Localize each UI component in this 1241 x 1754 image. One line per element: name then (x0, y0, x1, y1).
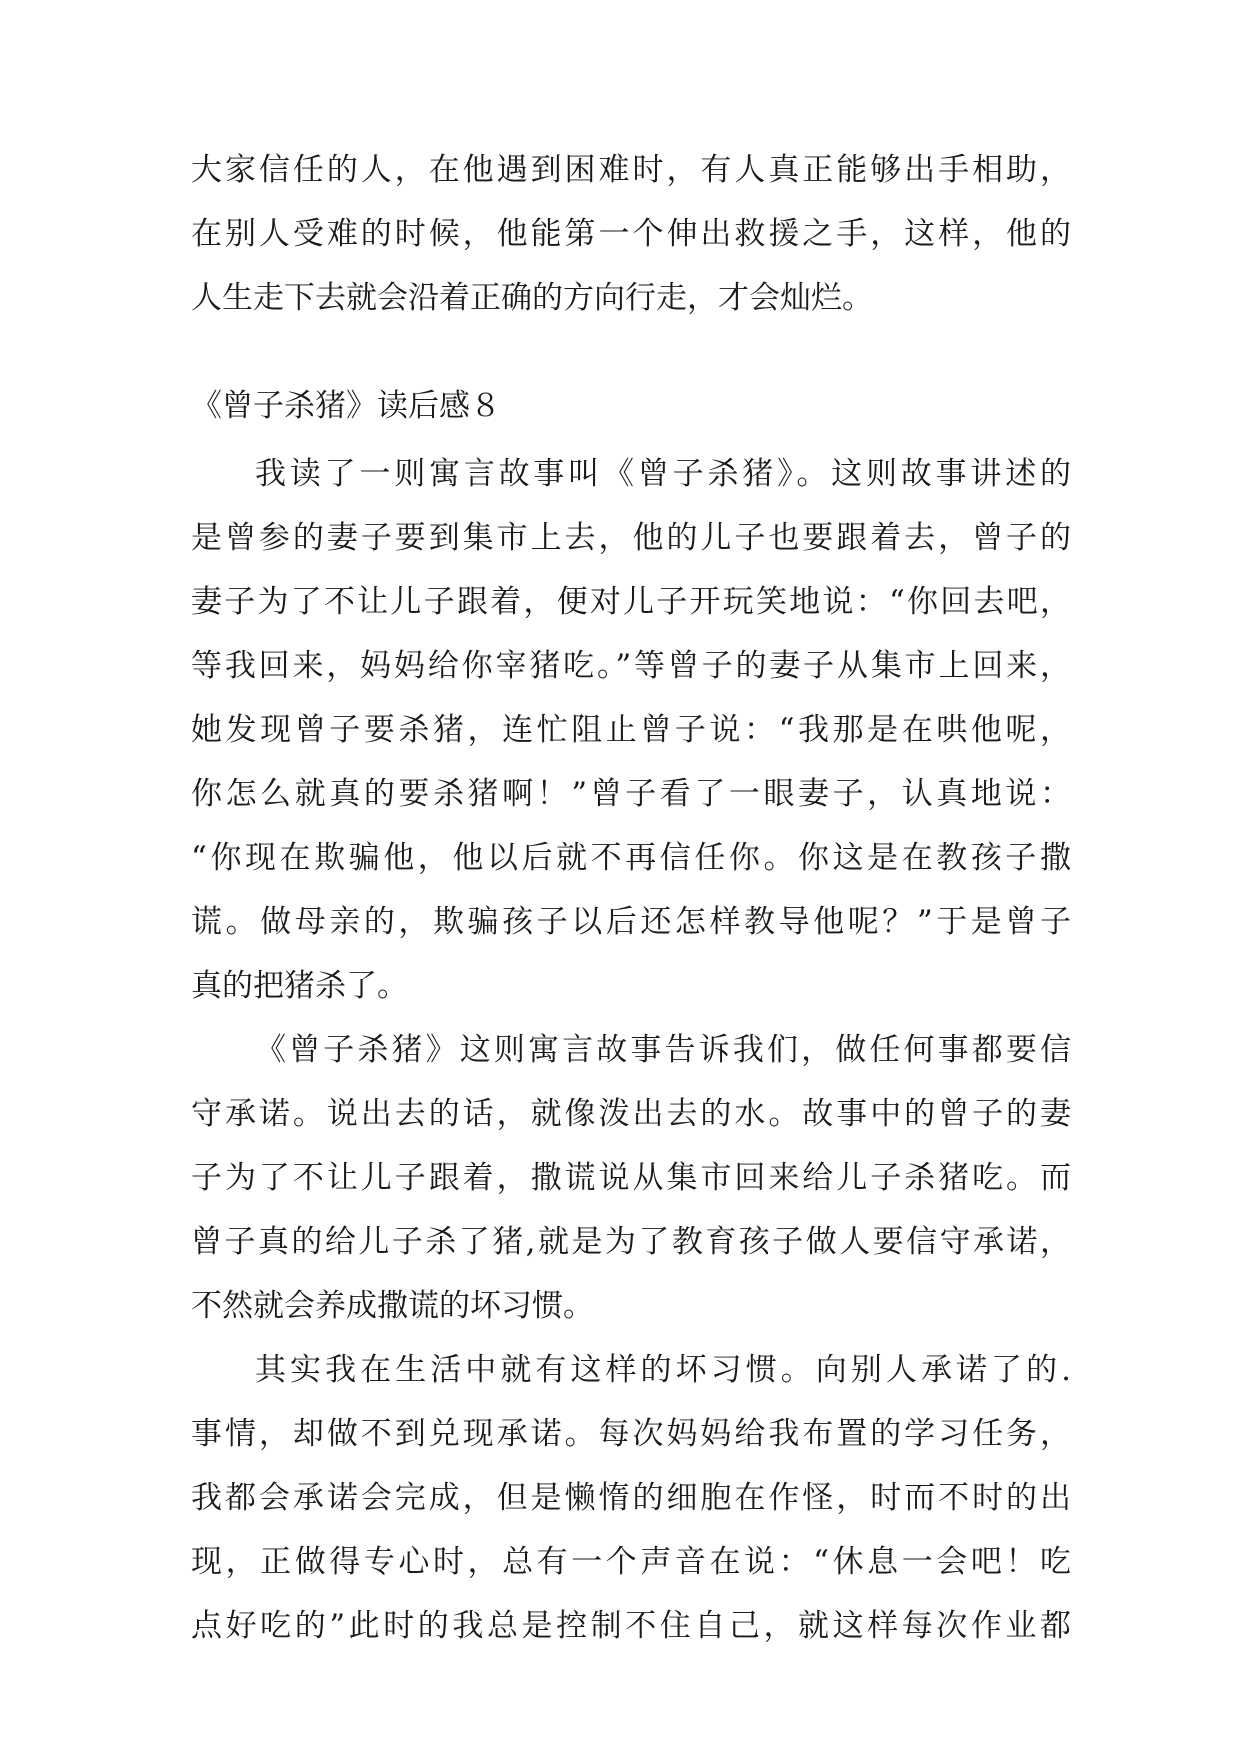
p1-line-1: 我读了一则寓言故事叫《曾子杀猪》。这则故事讲述的 (255, 456, 1071, 492)
p2-line-3: 子为了不让儿子跟着，撒谎说从集市回来给儿子杀猪吃。而 (191, 1160, 1071, 1196)
p1-line-4: 等我回来，妈妈给你宰猪吃。”等曾子的妻子从集市上回来， (191, 648, 1071, 684)
p2-line-5: 不然就会养成撒谎的坏习惯。 (191, 1288, 594, 1324)
p2-line-2: 守承诺。说出去的话，就像泼出去的水。故事中的曾子的妻 (191, 1096, 1071, 1132)
p1-line-6: 你怎么就真的要杀猪啊！”曾子看了一眼妻子，认真地说： (191, 776, 1071, 812)
p3-line-2: 事情，却做不到兑现承诺。每次妈妈给我布置的学习任务， (191, 1416, 1071, 1452)
section-title: 《曾子杀猪》读后感８ (191, 388, 501, 424)
p3-line-3: 我都会承诺会完成，但是懒惰的细胞在作怪，时而不时的出 (191, 1480, 1071, 1516)
p1-line-5: 她发现曾子要杀猪，连忙阻止曾子说：“我那是在哄他呢， (191, 712, 1071, 748)
p2-line-4: 曾子真的给儿子杀了猪,就是为了教育孩子做人要信守承诺， (191, 1224, 1071, 1260)
p1-line-2: 是曾参的妻子要到集市上去，他的儿子也要跟着去，曾子的 (191, 520, 1071, 556)
p1-line-9: 真的把猪杀了。 (191, 968, 408, 1004)
p1-line-8: 谎。做母亲的，欺骗孩子以后还怎样教导他呢？”于是曾子 (191, 904, 1071, 940)
p3-line-4: 现，正做得专心时，总有一个声音在说：“休息一会吧！吃 (191, 1544, 1071, 1580)
intro-line-1: 大家信任的人，在他遇到困难时，有人真正能够出手相助， (191, 152, 1071, 188)
p1-line-7: “你现在欺骗他，他以后就不再信任你。你这是在教孩子撒 (191, 840, 1071, 876)
p3-line-1: 其实我在生活中就有这样的坏习惯。向别人承诺了的. (255, 1352, 1071, 1388)
p2-line-1: 《曾子杀猪》这则寓言故事告诉我们，做任何事都要信 (255, 1032, 1071, 1068)
p3-line-5: 点好吃的”此时的我总是控制不住自己，就这样每次作业都 (191, 1608, 1071, 1644)
p1-line-3: 妻子为了不让儿子跟着，便对儿子开玩笑地说：“你回去吧， (191, 584, 1071, 620)
intro-line-2: 在别人受难的时候，他能第一个伸出救援之手，这样，他的 (191, 216, 1071, 252)
intro-line-3: 人生走下去就会沿着正确的方向行走，才会灿烂。 (191, 280, 873, 316)
